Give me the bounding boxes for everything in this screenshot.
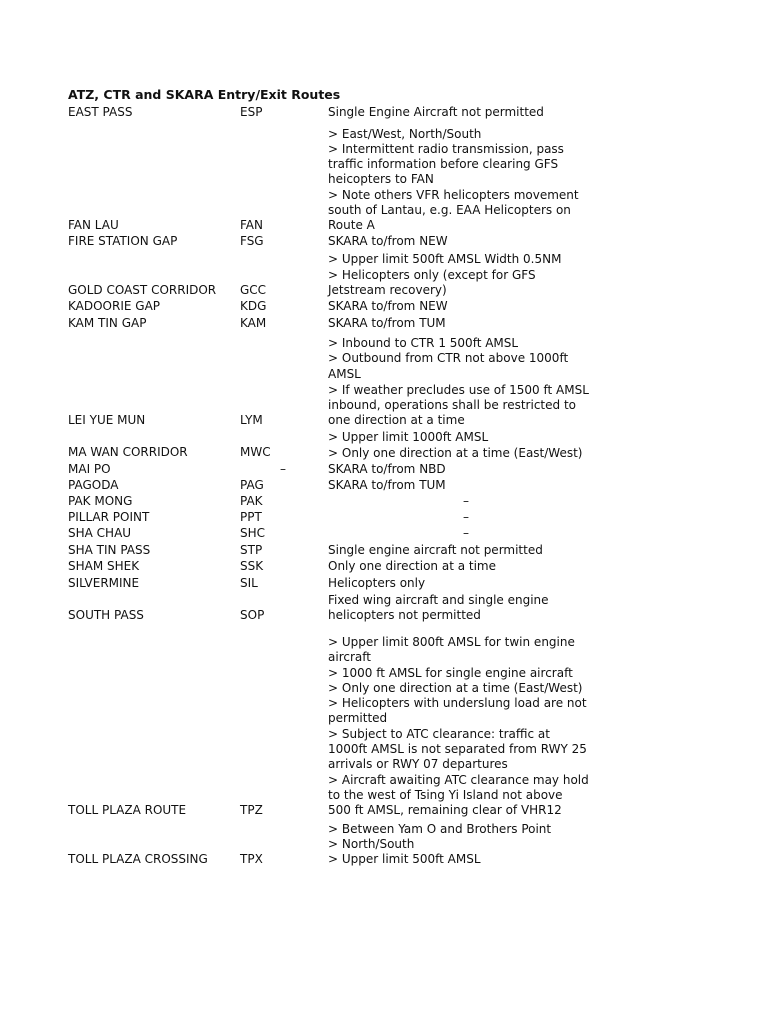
route-description: one direction at a time [328,413,465,427]
route-name: SILVERMINE [68,576,140,590]
route-note: > Note others VFR helicopters movement [328,188,579,202]
route-code: SIL [240,576,258,590]
route-description: > Upper limit 500ft AMSL [328,852,481,866]
route-code: SOP [240,608,265,622]
route-note: > Upper limit 500ft AMSL Width 0.5NM [328,252,562,266]
route-description: SKARA to/from TUM [328,478,446,492]
route-code: GCC [240,283,267,297]
route-note: permitted [328,711,388,725]
route-code: PPT [240,510,262,524]
route-note: > East/West, North/South [328,127,482,141]
route-name: KADOORIE GAP [68,299,161,313]
route-name: KAM TIN GAP [68,316,147,330]
route-note: to the west of Tsing Yi Island not above [328,788,563,802]
route-code: – [280,462,286,476]
route-code: FSG [240,234,264,248]
route-description: SKARA to/from NEW [328,299,448,313]
route-description: > Only one direction at a time (East/West) [328,446,583,460]
route-code: PAK [240,494,263,508]
route-name: GOLD COAST CORRIDOR [68,283,217,297]
route-code: KDG [240,299,267,313]
route-description: SKARA to/from TUM [328,316,446,330]
route-name: PAK MONG [68,494,133,508]
route-note: > Between Yam O and Brothers Point [328,822,552,836]
route-note: > Inbound to CTR 1 500ft AMSL [328,336,519,350]
route-name: TOLL PLAZA CROSSING [68,852,208,866]
route-code: TPX [240,852,263,866]
route-code: LYM [240,413,263,427]
route-note: > Helicopters with underslung load are not [328,696,587,710]
route-note: south of Lantau, e.g. EAA Helicopters on [328,203,571,217]
route-code: ESP [240,105,263,119]
page-title: ATZ, CTR and SKARA Entry/Exit Routes [68,87,341,102]
route-code: TPZ [240,803,263,817]
route-description: – [463,494,469,508]
route-name: MAI PO [68,462,111,476]
route-description: helicopters not permitted [328,608,481,622]
route-note: inbound, operations shall be restricted to [328,398,576,412]
route-name: SHA TIN PASS [68,543,151,557]
route-description: 500 ft AMSL, remaining clear of VHR12 [328,803,562,817]
route-name: TOLL PLAZA ROUTE [68,803,187,817]
route-name: PAGODA [68,478,119,492]
route-name: SOUTH PASS [68,608,144,622]
route-description: Single Engine Aircraft not permitted [328,105,544,119]
route-note: heicopters to FAN [328,172,434,186]
route-note: arrivals or RWY 07 departures [328,757,508,771]
route-description: Helicopters only [328,576,426,590]
route-name: PILLAR POINT [68,510,150,524]
route-note: > If weather precludes use of 1500 ft AMSL [328,383,589,397]
route-name: LEI YUE MUN [68,413,146,427]
route-name: FIRE STATION GAP [68,234,178,248]
route-name: EAST PASS [68,105,133,119]
route-note: aircraft [328,650,371,664]
route-name: SHA CHAU [68,526,132,540]
route-note: > Subject to ATC clearance: traffic at [328,727,550,741]
route-description: – [463,526,469,540]
route-description: Jetstream recovery) [328,283,447,297]
route-code: STP [240,543,263,557]
route-note: > Helicopters only (except for GFS [328,268,536,282]
route-note: > 1000 ft AMSL for single engine aircraft [328,666,573,680]
route-description: Only one direction at a time [328,559,496,573]
route-name: FAN LAU [68,218,119,232]
route-note: > Only one direction at a time (East/West) [328,681,583,695]
route-note: traffic information before clearing GFS [328,157,559,171]
route-description: Single engine aircraft not permitted [328,543,543,557]
route-code: SSK [240,559,264,573]
route-description: SKARA to/from NBD [328,462,446,476]
route-note: AMSL [328,367,361,381]
route-note: 1000ft AMSL is not separated from RWY 25 [328,742,587,756]
route-note: > Upper limit 1000ft AMSL [328,430,489,444]
route-name: SHAM SHEK [68,559,140,573]
route-code: SHC [240,526,266,540]
route-code: MWC [240,445,271,459]
route-code: PAG [240,478,264,492]
route-description: Route A [328,218,375,232]
route-note: > Upper limit 800ft AMSL for twin engine [328,635,575,649]
route-code: KAM [240,316,267,330]
route-note: > Intermittent radio transmission, pass [328,142,564,156]
route-note: > Outbound from CTR not above 1000ft [328,351,569,365]
route-name: MA WAN CORRIDOR [68,445,188,459]
route-code: FAN [240,218,263,232]
route-description: – [463,510,469,524]
route-note: > North/South [328,837,415,851]
route-description: SKARA to/from NEW [328,234,448,248]
route-note: Fixed wing aircraft and single engine [328,593,549,607]
route-note: > Aircraft awaiting ATC clearance may hold [328,773,589,787]
